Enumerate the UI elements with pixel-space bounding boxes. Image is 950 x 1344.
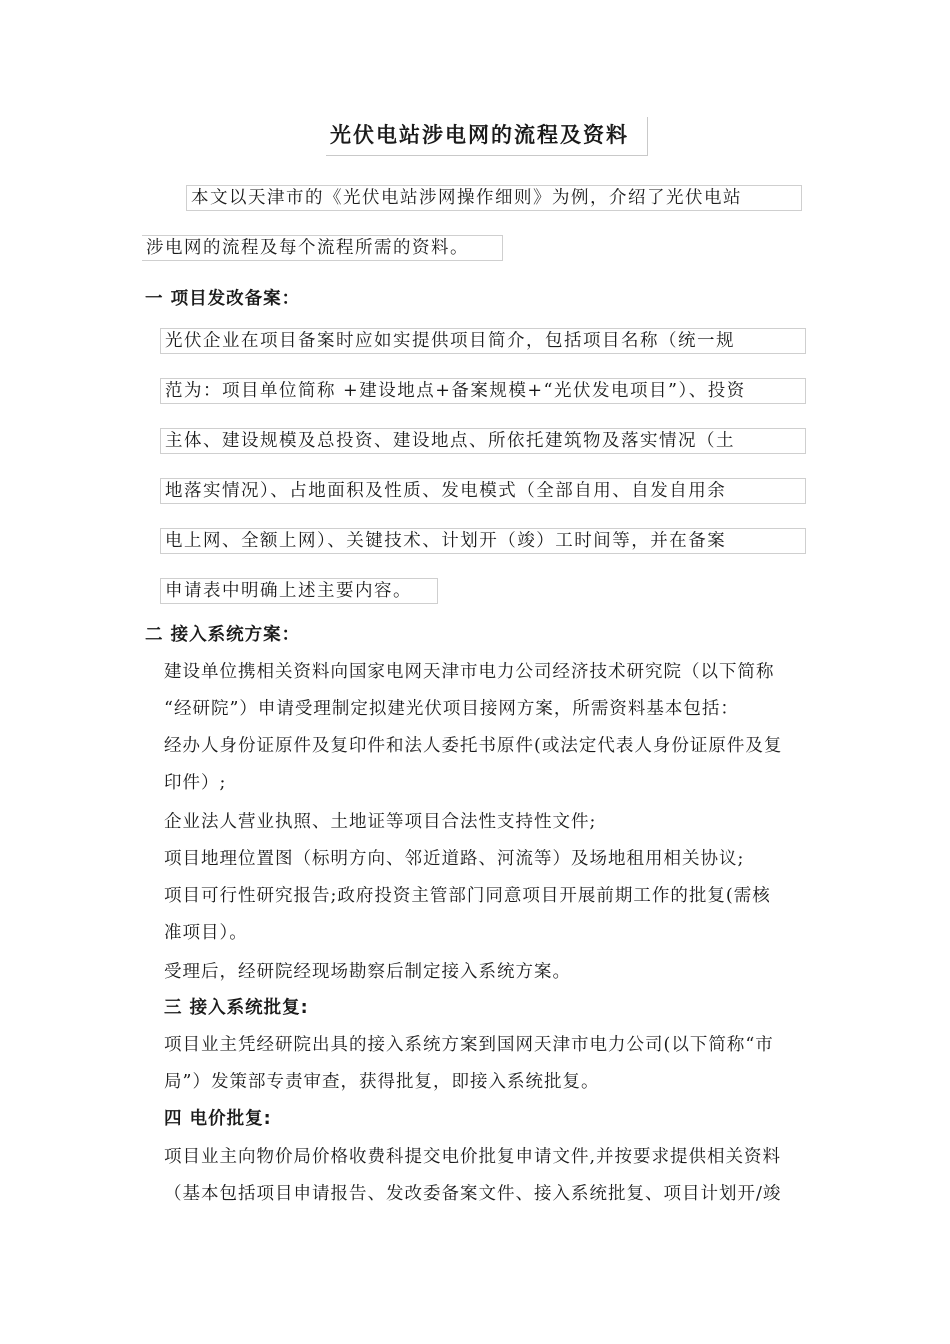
paragraph-line: 申请表中明确上述主要内容。 — [160, 578, 438, 604]
paragraph-line: 范为：项目单位简称 +建设地点+备案规模+“光伏发电项目”）、投资 — [160, 378, 806, 404]
paragraph-line: “经研院”）申请受理制定拟建光伏项目接网方案，所需资料基本包括： — [164, 699, 739, 719]
paragraph-line: 印件）; — [164, 773, 227, 793]
intro-line: 本文以天津市的《光伏电站涉网操作细则》为例，介绍了光伏电站 — [186, 185, 802, 211]
paragraph-line: （基本包括项目申请报告、发改委备案文件、接入系统批复、项目计划开/竣 — [164, 1184, 782, 1204]
paragraph-line: 项目业主凭经研院出具的接入系统方案到国网天津市电力公司(以下简称“市 — [164, 1035, 774, 1055]
section-heading-1: 一 项目发改备案： — [145, 289, 301, 309]
paragraph-line: 局”）发策部专责审查，获得批复，即接入系统批复。 — [164, 1072, 600, 1092]
paragraph-line: 光伏企业在项目备案时应如实提供项目简介，包括项目名称（统一规 — [160, 328, 806, 354]
section-heading-4: 四 电价批复: — [164, 1109, 272, 1129]
paragraph-line: 项目地理位置图（标明方向、邻近道路、河流等）及场地租用相关协议; — [164, 849, 745, 869]
paragraph-line: 电上网、全额上网）、关键技术、计划开（竣）工时间等，并在备案 — [160, 528, 806, 554]
paragraph-line: 主体、建设规模及总投资、建设地点、所依托建筑物及落实情况（土 — [160, 428, 806, 454]
paragraph-line: 准项目）。 — [164, 923, 248, 943]
paragraph-line: 项目可行性研究报告;政府投资主管部门同意项目开展前期工作的批复(需核 — [164, 886, 771, 906]
paragraph-line: 地落实情况）、占地面积及性质、发电模式（全部自用、自发自用余 — [160, 478, 806, 504]
intro-line: 涉电网的流程及每个流程所需的资料。 — [142, 235, 503, 261]
section-heading-3: 三 接入系统批复: — [164, 998, 309, 1018]
page-title: 光伏电站涉电网的流程及资料 — [326, 117, 648, 156]
paragraph-line: 项目业主向物价局价格收费科提交电价批复申请文件,并按要求提供相关资料 — [164, 1147, 782, 1167]
paragraph-line: 建设单位携相关资料向国家电网天津市电力公司经济技术研究院（以下简称 — [164, 662, 775, 682]
paragraph-line: 经办人身份证原件及复印件和法人委托书原件(或法定代表人身份证原件及复 — [164, 736, 783, 756]
section-heading-2: 二 接入系统方案： — [145, 625, 301, 645]
paragraph-line: 受理后，经研院经现场勘察后制定接入系统方案。 — [164, 962, 571, 982]
paragraph-line: 企业法人营业执照、土地证等项目合法性支持性文件; — [164, 812, 597, 832]
